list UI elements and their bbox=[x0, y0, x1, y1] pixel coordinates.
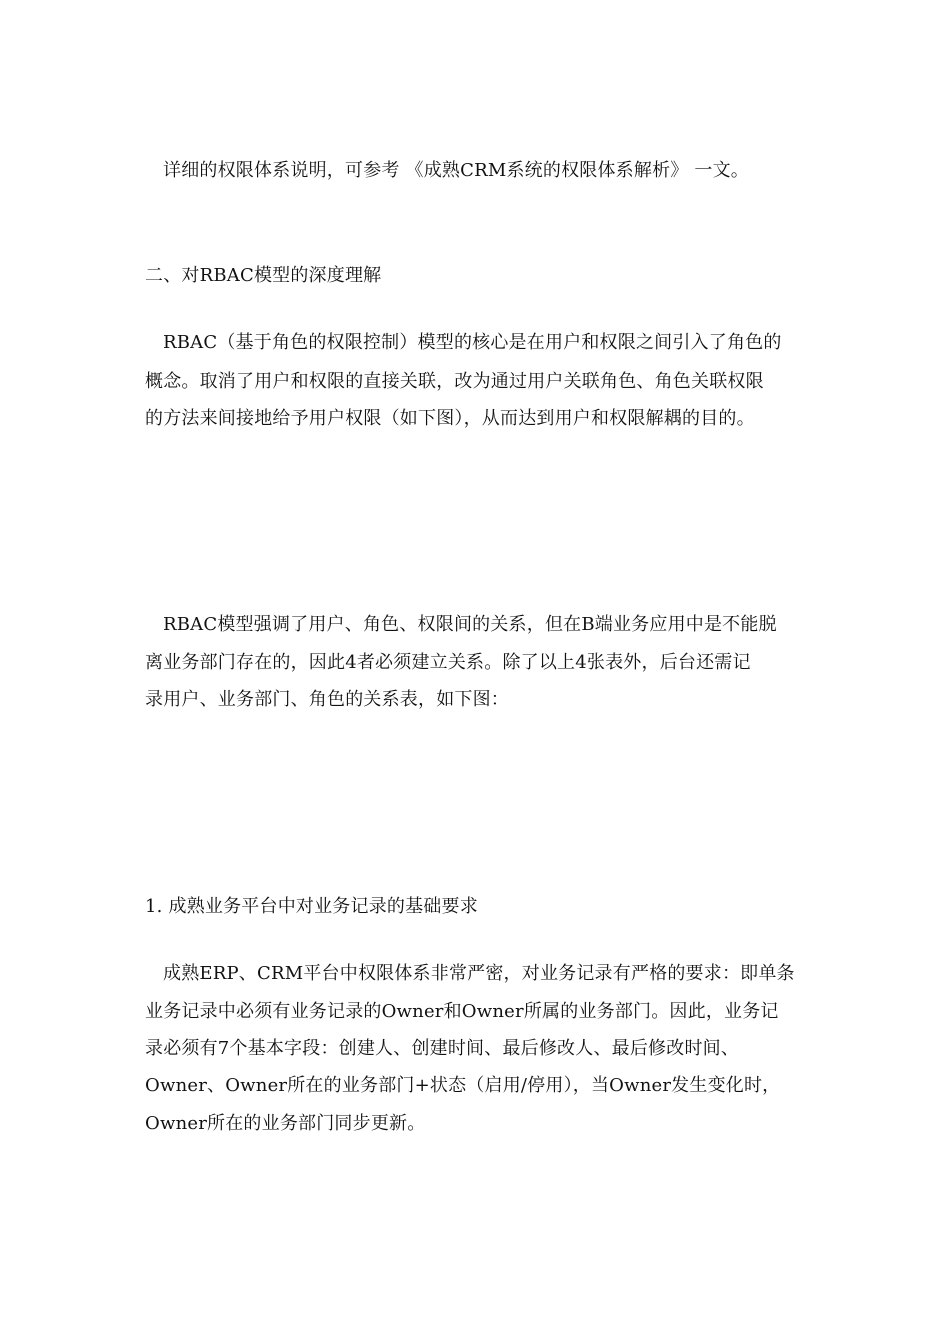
requirements-line-3: 录必须有7个基本字段：创建人、创建时间、最后修改人、最后修改时间、 bbox=[145, 1038, 740, 1059]
rbac-dept-line-2: 离业务部门存在的，因此4者必须建立关系。除了以上4张表外，后台还需记 bbox=[145, 652, 751, 673]
subsection-heading-requirements: 1. 成熟业务平台中对业务记录的基础要求 bbox=[145, 896, 478, 917]
rbac-intro-line-3: 的方法来间接地给予用户权限（如下图），从而达到用户和权限解耦的目的。 bbox=[145, 408, 755, 429]
section-heading-rbac: 二、对RBAC模型的深度理解 bbox=[145, 265, 382, 286]
requirements-line-1: 成熟ERP、CRM平台中权限体系非常严密，对业务记录有严格的要求：即单条 bbox=[163, 963, 795, 984]
requirements-line-2: 业务记录中必须有业务记录的Owner和Owner所属的业务部门。因此，业务记 bbox=[145, 1001, 779, 1022]
rbac-dept-line-1: RBAC模型强调了用户、角色、权限间的关系，但在B端业务应用中是不能脱 bbox=[163, 614, 777, 635]
rbac-intro-line-1: RBAC（基于角色的权限控制）模型的核心是在用户和权限之间引入了角色的 bbox=[163, 332, 782, 353]
requirements-line-5: Owner所在的业务部门同步更新。 bbox=[145, 1113, 426, 1134]
rbac-intro-line-2: 概念。取消了用户和权限的直接关联，改为通过用户关联角色、角色关联权限 bbox=[145, 371, 764, 392]
rbac-dept-line-3: 录用户、业务部门、角色的关系表，如下图： bbox=[145, 689, 509, 710]
reference-paragraph: 详细的权限体系说明，可参考 《成熟CRM系统的权限体系解析》 一文。 bbox=[163, 160, 749, 181]
requirements-line-4: Owner、Owner所在的业务部门+状态（启用/停用），当Owner发生变化时， bbox=[145, 1075, 781, 1096]
